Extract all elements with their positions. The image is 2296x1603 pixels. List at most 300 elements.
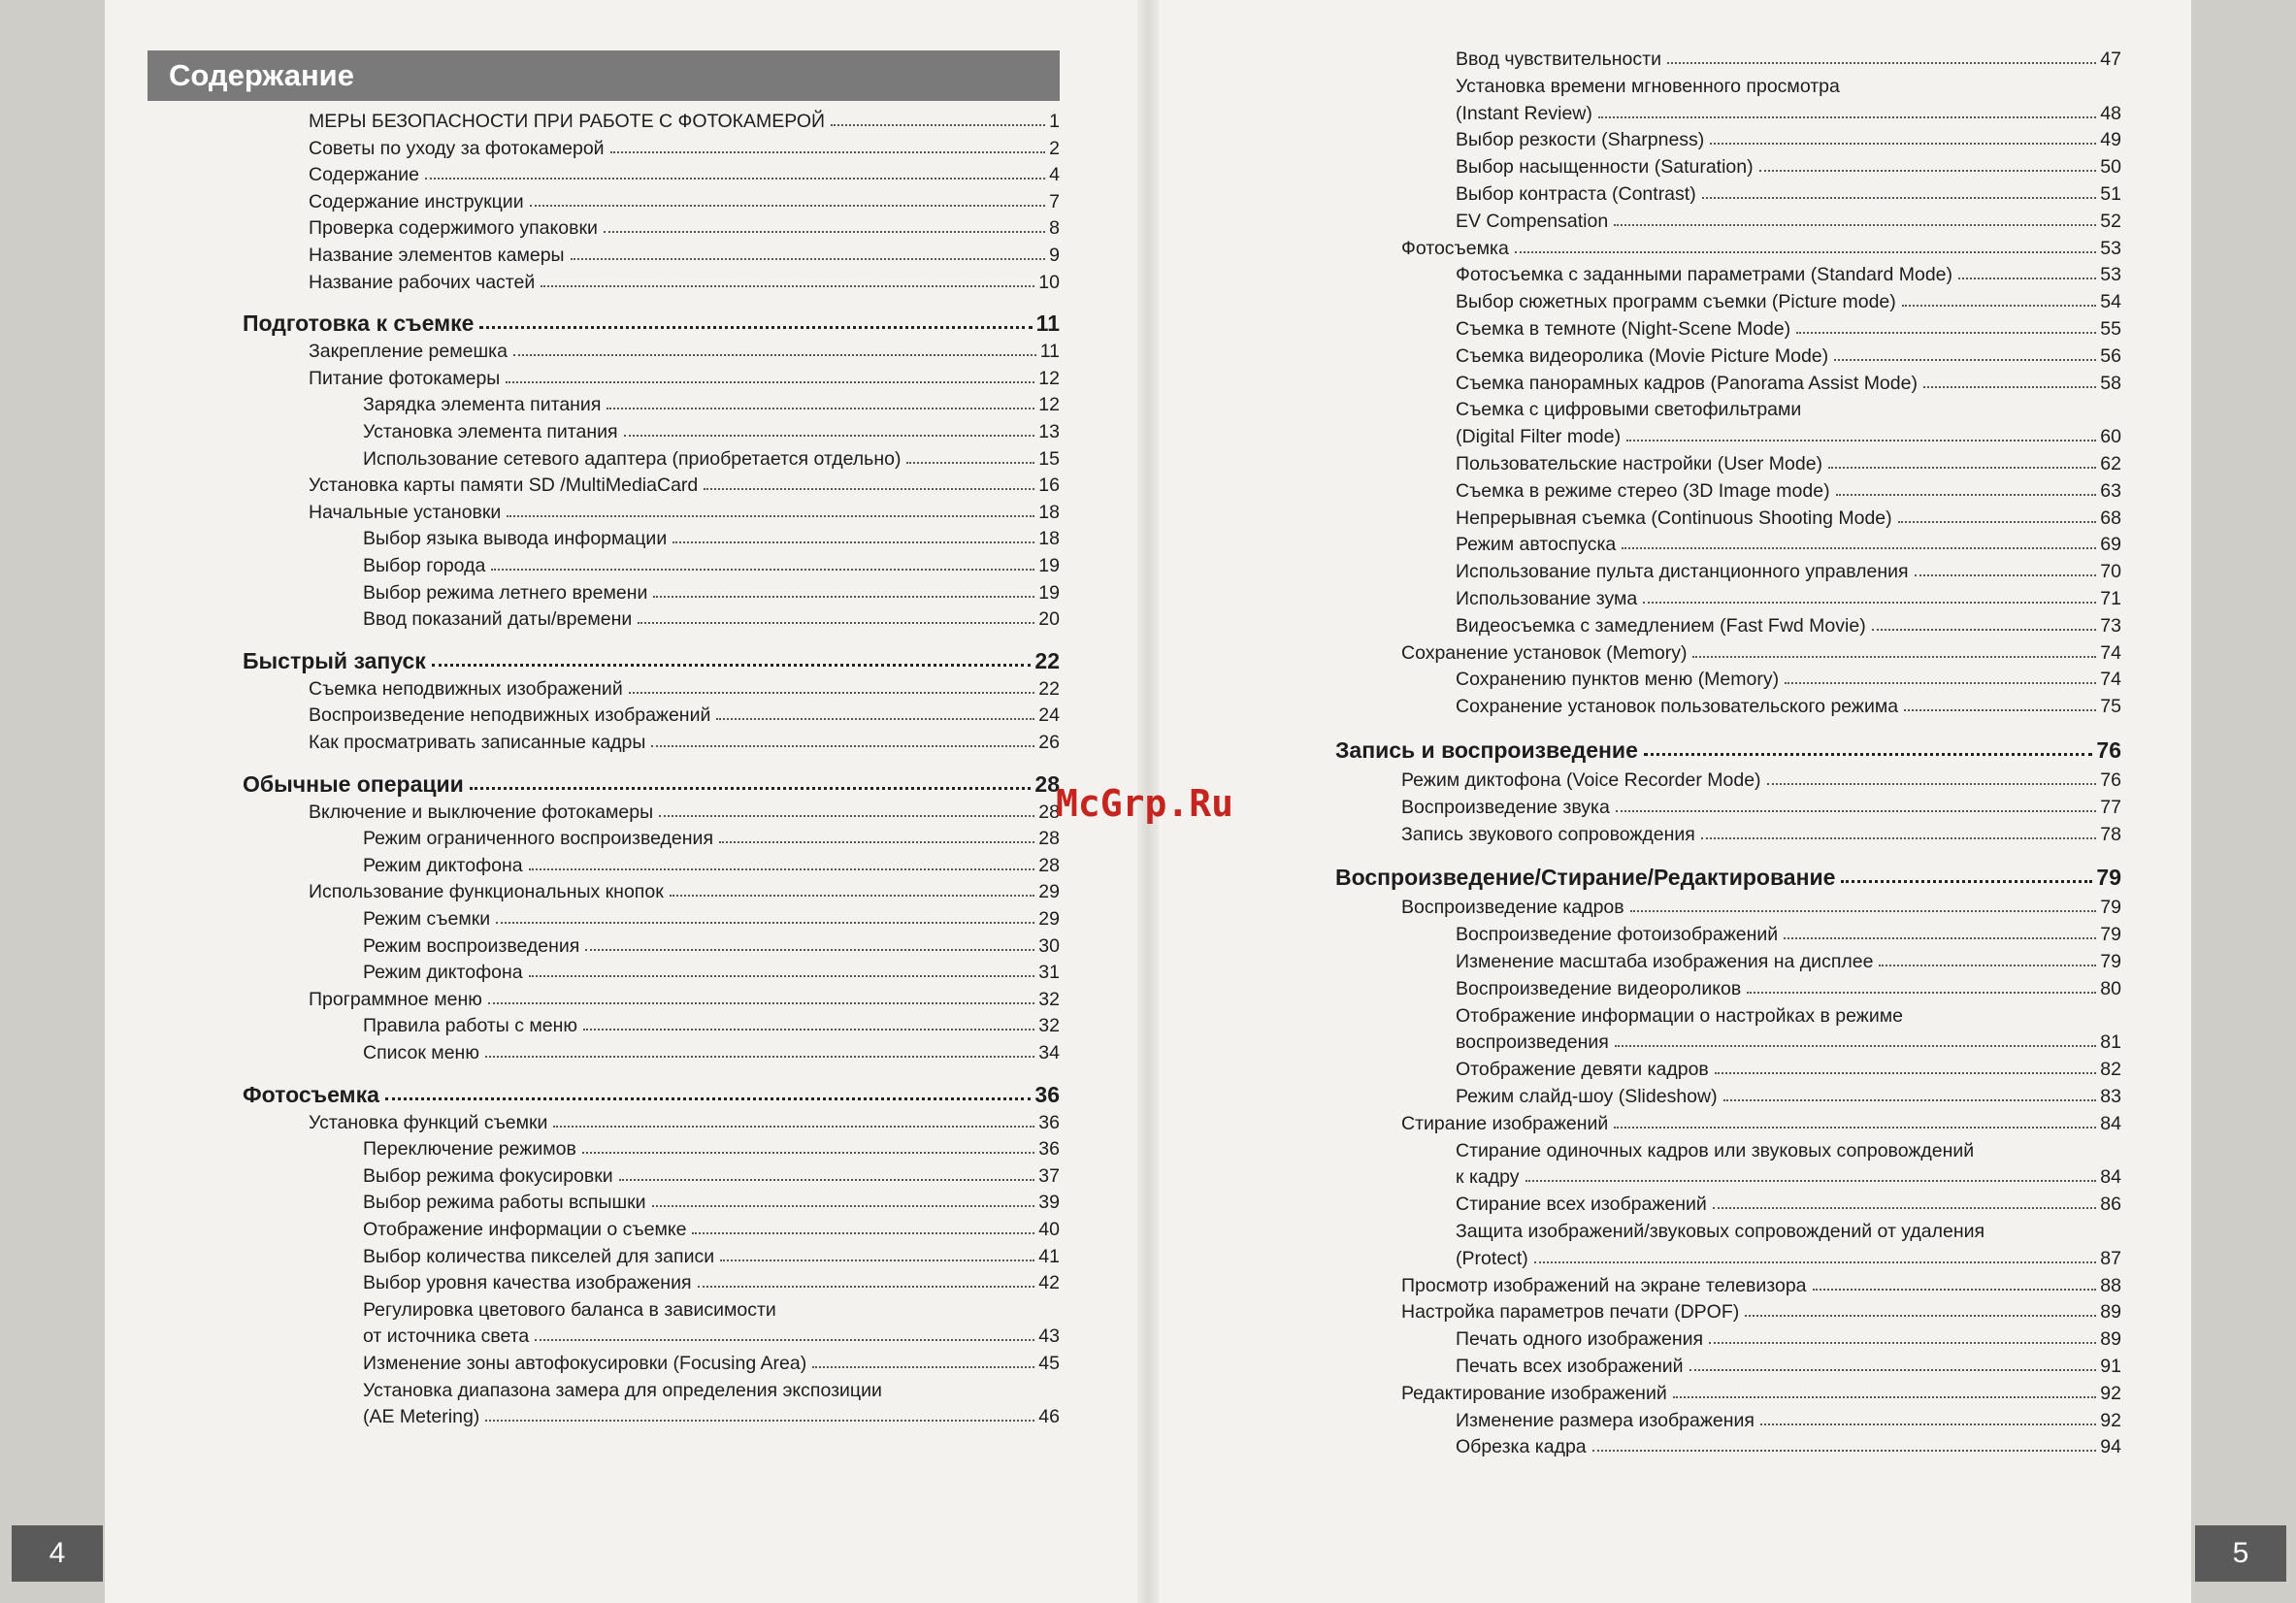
toc-page-number: 73	[2100, 614, 2121, 637]
toc-page-number: 46	[1038, 1406, 1060, 1428]
toc-entry[interactable]	[1335, 1217, 2121, 1242]
toc-entry-title: Режим диктофона	[363, 962, 523, 984]
toc-entry[interactable]	[1335, 638, 2121, 664]
toc-entry-title: Установка функций съемки	[309, 1111, 548, 1133]
toc-entry-title: Закрепление ремешка	[309, 341, 508, 363]
toc-page-number: 28	[1038, 801, 1060, 823]
dot-leader	[1767, 783, 2097, 785]
dot-leader	[1702, 197, 2097, 199]
toc-page-number: 84	[2100, 1112, 2121, 1134]
toc-entry[interactable]	[243, 904, 1060, 930]
toc-entry[interactable]	[243, 1215, 1060, 1240]
dot-leader	[485, 1420, 1034, 1422]
toc-entry[interactable]	[243, 187, 1060, 213]
dot-leader	[1713, 1207, 2097, 1209]
dot-leader	[1796, 332, 2096, 334]
toc-entry[interactable]	[243, 417, 1060, 442]
toc-entry-title: Печать одного изображения	[1456, 1328, 1704, 1351]
toc-page-number: 87	[2100, 1247, 2121, 1269]
toc-entry[interactable]	[243, 605, 1060, 630]
toc-entry[interactable]	[1335, 1136, 2121, 1161]
toc-entry-title: Режим диктофона	[363, 854, 523, 876]
toc-entry-title: Воспроизведение видеороликов	[1456, 977, 1742, 999]
toc-entry-title: Правила работы с меню	[363, 1015, 578, 1037]
toc-section-heading[interactable]	[243, 304, 1060, 337]
dot-leader	[1614, 1127, 2096, 1129]
toc-entry-title: Пользовательские настройки (User Mode)	[1456, 453, 1823, 474]
dot-leader	[698, 1286, 1035, 1288]
toc-entry[interactable]	[1335, 820, 2121, 845]
toc-entry-title: Использование функциональных кнопок	[309, 881, 664, 903]
page-number-left: 4	[12, 1525, 103, 1582]
dot-leader	[1747, 992, 2096, 994]
dot-leader	[1615, 1045, 2096, 1047]
toc-entry-title: Установка элемента питания	[363, 421, 618, 442]
toc-page-number: 4	[1049, 164, 1060, 186]
toc-entry-title: Как просматривать записанные кадры	[309, 732, 646, 753]
page-edge-left	[0, 0, 105, 1603]
toc-page-number: 60	[2100, 426, 2121, 448]
toc-entry[interactable]	[1335, 180, 2121, 205]
toc-page-number: 42	[1038, 1272, 1060, 1294]
toc-page-number: 22	[1034, 647, 1060, 673]
toc-page-number: 40	[1038, 1219, 1060, 1240]
toc-entry-title: Питание фотокамеры	[309, 367, 501, 389]
toc-entry[interactable]	[243, 551, 1060, 576]
toc-entry-title: Сохранение установок пользовательского режима	[1456, 696, 1899, 718]
toc-entry[interactable]	[243, 1011, 1060, 1036]
dot-leader	[1515, 251, 2097, 253]
toc-page-number: 52	[2100, 210, 2121, 232]
toc-page-number: 16	[1038, 474, 1060, 497]
toc-entry[interactable]	[243, 798, 1060, 823]
toc-entry-title: Выбор количества пикселей для записи	[363, 1245, 715, 1267]
toc-page-number: 29	[1038, 908, 1060, 930]
toc-entry[interactable]	[243, 524, 1060, 549]
toc-entry-title: Выбор языка вывода информации	[363, 528, 668, 550]
dot-leader	[1760, 1423, 2096, 1425]
toc-entry[interactable]	[243, 390, 1060, 415]
toc-entry-title: Регулировка цветового баланса в зависимости	[363, 1298, 776, 1321]
toc-entry[interactable]	[243, 160, 1060, 185]
dot-leader	[659, 815, 1034, 817]
dot-leader	[1630, 910, 2097, 912]
toc-entry[interactable]	[243, 337, 1060, 362]
toc-entry-title: МЕРЫ БЕЗОПАСНОСТИ ПРИ РАБОТЕ С ФОТОКАМЕРОЙ	[309, 111, 826, 132]
dot-leader	[1828, 467, 2096, 469]
toc-entry-title: Выбор контраста (Contrast)	[1456, 183, 1696, 205]
toc-page-number: 22	[1038, 677, 1060, 700]
toc-entry[interactable]	[243, 1268, 1060, 1293]
toc-page-number: 79	[2100, 924, 2121, 946]
dot-leader	[1622, 547, 2096, 549]
toc-entry[interactable]	[1335, 665, 2121, 690]
toc-entry[interactable]	[1335, 1432, 2121, 1457]
toc-entry[interactable]	[1335, 793, 2121, 818]
dot-leader	[553, 1126, 1034, 1128]
toc-entry-title: Ввод показаний даты/времени	[363, 608, 633, 631]
toc-entry[interactable]	[243, 877, 1060, 902]
dot-leader	[1745, 1315, 2096, 1317]
toc-page-number: 9	[1049, 245, 1060, 266]
dot-leader	[1614, 224, 2096, 226]
toc-page-number: 76	[2096, 737, 2121, 763]
toc-entry-title: Режим воспроизведения	[363, 934, 580, 957]
toc-page-number: 36	[1038, 1111, 1060, 1133]
dot-leader	[1525, 1180, 2097, 1182]
toc-page-number: 79	[2096, 865, 2121, 891]
toc-entry[interactable]	[1335, 920, 2121, 945]
toc-entry[interactable]	[243, 268, 1060, 293]
toc-page-number: 28	[1038, 828, 1060, 850]
toc-entry[interactable]	[243, 674, 1060, 700]
dot-leader	[1715, 1072, 2097, 1074]
toc-entry[interactable]	[1335, 1244, 2121, 1269]
dot-leader	[425, 178, 1045, 180]
toc-entry-title: Видеосъемка с замедлением (Fast Fwd Movie)	[1456, 614, 1866, 637]
toc-page-number: 92	[2100, 1382, 2121, 1404]
toc-page-number: 36	[1034, 1081, 1060, 1107]
dot-leader	[1915, 574, 2097, 576]
toc-page-number: 48	[2100, 102, 2121, 124]
toc-entry-title: Начальные установки	[309, 501, 502, 523]
toc-entry[interactable]	[243, 578, 1060, 604]
toc-entry[interactable]	[243, 1322, 1060, 1347]
toc-entry-title: Использование пульта дистанционного управления	[1456, 561, 1909, 583]
dot-leader	[652, 1205, 1035, 1207]
dot-leader	[507, 515, 1034, 517]
toc-entry-title: Фотосъемка	[243, 1081, 379, 1107]
toc-page-number: 36	[1038, 1138, 1060, 1161]
toc-page-number: 71	[2100, 588, 2121, 609]
toc-entry-title: Воспроизведение кадров	[1401, 897, 1624, 919]
dot-leader	[670, 895, 1035, 897]
dot-leader	[624, 435, 1035, 437]
toc-page-number: 81	[2100, 1031, 2121, 1054]
toc-entry[interactable]	[1335, 1162, 2121, 1188]
dot-leader	[1723, 1099, 2097, 1101]
toc-entry-title: Режим ограниченного воспроизведения	[363, 828, 713, 850]
toc-entry-title: Установка времени мгновенного просмотра	[1456, 75, 1840, 97]
toc-entry[interactable]	[243, 932, 1060, 957]
toc-entry-title: Советы по уходу за фотокамерой	[309, 137, 605, 159]
toc-entry-title: Список меню	[363, 1042, 479, 1063]
toc-page-number: 37	[1038, 1164, 1060, 1187]
toc-entry[interactable]	[1335, 766, 2121, 791]
toc-entry[interactable]	[1335, 260, 2121, 285]
dot-leader	[1813, 1289, 2097, 1291]
toc-left-column	[243, 107, 1060, 1446]
dot-leader	[831, 124, 1045, 126]
dot-leader	[1689, 1369, 2097, 1371]
toc-entry[interactable]	[1335, 1055, 2121, 1080]
toc-section-heading[interactable]	[243, 765, 1060, 798]
toc-entry[interactable]	[243, 1161, 1060, 1187]
dot-leader	[1598, 116, 2096, 118]
toc-entry-title: (Instant Review)	[1456, 102, 1592, 124]
toc-entry-title: Редактирование изображений	[1401, 1382, 1667, 1404]
toc-entry-title: Настройка параметров печати (DPOF)	[1401, 1301, 1740, 1324]
dot-leader	[585, 949, 1034, 951]
toc-entry[interactable]	[243, 985, 1060, 1010]
toc-section-heading[interactable]	[243, 1075, 1060, 1108]
toc-entry[interactable]	[1335, 504, 2121, 529]
toc-entry[interactable]	[1335, 72, 2121, 97]
toc-section-heading[interactable]	[1335, 858, 2121, 891]
toc-page-number: 34	[1038, 1042, 1060, 1063]
toc-entry[interactable]	[1335, 974, 2121, 999]
toc-page-number: 2	[1049, 137, 1060, 159]
toc-page-number: 26	[1038, 732, 1060, 753]
toc-entry[interactable]	[243, 1402, 1060, 1427]
toc-entry-title: Режим автоспуска	[1456, 534, 1617, 556]
toc-entry[interactable]	[1335, 99, 2121, 124]
toc-entry[interactable]	[1335, 947, 2121, 972]
dot-leader	[479, 326, 1032, 329]
dot-leader	[535, 1339, 1034, 1341]
toc-page-number: 10	[1038, 271, 1060, 293]
toc-page-number: 8	[1049, 217, 1060, 240]
dot-leader	[506, 381, 1034, 383]
toc-entry[interactable]	[243, 1349, 1060, 1374]
toc-entry[interactable]	[1335, 1028, 2121, 1053]
toc-entry[interactable]	[1335, 1082, 2121, 1107]
toc-page-number: 79	[2100, 951, 2121, 972]
toc-entry[interactable]	[243, 958, 1060, 983]
toc-entry[interactable]	[1335, 1325, 2121, 1350]
toc-entry[interactable]	[1335, 314, 2121, 340]
toc-entry-title: Название рабочих частей	[309, 271, 536, 293]
toc-entry[interactable]	[1335, 476, 2121, 502]
dot-leader	[1667, 62, 2096, 64]
toc-entry[interactable]	[1335, 152, 2121, 178]
toc-entry[interactable]	[1335, 893, 2121, 918]
toc-entry-title: Съемка видеоролика (Movie Picture Mode)	[1456, 344, 1829, 367]
toc-page-number: 89	[2100, 1301, 2121, 1324]
toc-entry[interactable]	[243, 728, 1060, 753]
toc-entry-title: Съемка панорамных кадров (Panorama Assist Mode)	[1456, 372, 1918, 394]
toc-entry-title: Программное меню	[309, 988, 482, 1010]
toc-page-number: 19	[1038, 555, 1060, 576]
dot-leader	[530, 205, 1046, 207]
toc-entry[interactable]	[243, 1242, 1060, 1267]
toc-page-number: 15	[1038, 447, 1060, 470]
toc-page-number: 39	[1038, 1192, 1060, 1214]
toc-page-number: 30	[1038, 934, 1060, 957]
watermark: McGrp.Ru	[1056, 782, 1234, 825]
toc-entry-title: Выбор уровня качества изображения	[363, 1272, 692, 1294]
toc-page-number: 54	[2100, 291, 2121, 313]
toc-entry-title: Выбор сюжетных программ съемки (Picture mode)	[1456, 291, 1896, 313]
toc-entry-title: Фотосъемка с заданными параметрами (Standard Mode)	[1456, 264, 1953, 286]
toc-entry[interactable]	[243, 824, 1060, 849]
toc-page-number: 74	[2100, 641, 2121, 664]
toc-page-number: 55	[2100, 318, 2121, 340]
dot-leader	[1759, 170, 2097, 172]
toc-entry-title: Проверка содержимого упаковки	[309, 217, 598, 240]
toc-entry-title: Установка диапазона замера для определения экспозиции	[363, 1379, 882, 1401]
toc-entry-title: Съемка в режиме стерео (3D Image mode)	[1456, 479, 1830, 502]
toc-entry[interactable]	[243, 701, 1060, 726]
dot-leader	[529, 868, 1035, 870]
toc-page-number: 28	[1034, 770, 1060, 797]
toc-entry[interactable]	[1335, 692, 2121, 717]
toc-entry[interactable]	[1335, 342, 2121, 367]
toc-entry-title: Съемка в темноте (Night-Scene Mode)	[1456, 318, 1791, 340]
toc-page-number: 12	[1038, 367, 1060, 389]
toc-entry-title: Сохранение установок (Memory)	[1401, 641, 1688, 664]
toc-page-number: 47	[2100, 49, 2121, 70]
toc-page-number: 83	[2100, 1086, 2121, 1107]
dot-leader	[692, 1232, 1034, 1234]
toc-entry-title: Название элементов камеры	[309, 245, 565, 266]
toc-entry[interactable]	[243, 134, 1060, 159]
toc-page-number: 89	[2100, 1328, 2121, 1351]
dot-leader	[1673, 1396, 2097, 1398]
toc-entry-title: Съемка неподвижных изображений	[309, 677, 623, 700]
dot-leader	[1644, 753, 2093, 756]
toc-entry-title: Зарядка элемента питания	[363, 394, 602, 416]
toc-entry[interactable]	[1335, 1001, 2121, 1027]
dot-leader	[1902, 305, 2097, 307]
toc-entry[interactable]	[1335, 1352, 2121, 1377]
toc-page-number: 92	[2100, 1409, 2121, 1431]
toc-entry-title: Просмотр изображений на экране телевизора	[1401, 1274, 1807, 1296]
toc-page-number: 18	[1038, 528, 1060, 550]
toc-entry-title: Содержание	[309, 164, 419, 186]
toc-entry[interactable]	[1335, 1190, 2121, 1215]
dot-leader	[610, 151, 1046, 153]
toc-page-number: 51	[2100, 183, 2121, 205]
dot-leader	[485, 1056, 1034, 1058]
toc-entry-title: Отображение информации о съемке	[363, 1219, 687, 1240]
dot-leader	[582, 1152, 1034, 1154]
toc-page-number: 88	[2100, 1274, 2121, 1296]
toc-page-number: 31	[1038, 962, 1060, 984]
toc-entry[interactable]	[243, 498, 1060, 523]
toc-entry[interactable]	[243, 1108, 1060, 1133]
toc-page-number: 84	[2100, 1166, 2121, 1189]
toc-entry-title: (AE Metering)	[363, 1406, 480, 1428]
toc-entry[interactable]	[1335, 287, 2121, 312]
toc-entry[interactable]	[1335, 557, 2121, 582]
toc-entry[interactable]	[1335, 45, 2121, 70]
dot-leader	[604, 231, 1045, 233]
toc-entry-title: Запись и воспроизведение	[1335, 737, 1638, 763]
dot-leader	[1841, 880, 2092, 883]
toc-entry[interactable]	[1335, 234, 2121, 259]
dot-leader	[619, 1179, 1035, 1181]
toc-entry-title: Стирание всех изображений	[1456, 1194, 1707, 1216]
toc-entry[interactable]	[243, 213, 1060, 239]
toc-page-number: 53	[2100, 237, 2121, 259]
toc-page-number: 62	[2100, 453, 2121, 474]
dot-leader	[1836, 494, 2097, 496]
dot-leader	[470, 787, 1032, 790]
toc-entry[interactable]	[1335, 1109, 2121, 1134]
dot-leader	[638, 622, 1034, 624]
toc-section-heading[interactable]	[243, 641, 1060, 674]
dot-leader	[1904, 709, 2096, 711]
toc-entry-title: Режим съемки	[363, 908, 491, 930]
toc-page-number: 86	[2100, 1194, 2121, 1216]
toc-entry-title: Выбор резкости (Sharpness)	[1456, 129, 1705, 151]
toc-entry[interactable]	[243, 1295, 1060, 1321]
toc-section-heading[interactable]	[1335, 731, 2121, 764]
toc-entry-title: Изменение зоны автофокусировки (Focusing Area)	[363, 1353, 807, 1374]
toc-entry-title: Режим диктофона (Voice Recorder Mode)	[1401, 769, 1761, 791]
toc-entry[interactable]	[243, 444, 1060, 470]
toc-page-number: 77	[2100, 796, 2121, 818]
toc-entry[interactable]	[1335, 395, 2121, 420]
toc-entry[interactable]	[243, 1038, 1060, 1063]
dot-leader	[491, 569, 1034, 571]
toc-entry-title: Установка карты памяти SD /MultiMediaCard	[309, 474, 699, 497]
toc-page-number: 18	[1038, 501, 1060, 523]
toc-entry-title: Фотосъемка	[1401, 237, 1509, 259]
toc-entry[interactable]	[243, 364, 1060, 389]
toc-page-number: 12	[1038, 394, 1060, 416]
toc-entry-title: Печать всех изображений	[1456, 1356, 1684, 1377]
toc-entry[interactable]	[1335, 611, 2121, 637]
toc-entry[interactable]	[1335, 1379, 2121, 1404]
dot-leader	[1534, 1261, 2097, 1263]
toc-entry[interactable]	[1335, 530, 2121, 555]
dot-leader	[906, 462, 1034, 464]
toc-page-number: 91	[2100, 1356, 2121, 1377]
dot-leader	[488, 1002, 1034, 1004]
toc-entry-title: Выбор режима летнего времени	[363, 581, 648, 604]
toc-entry-title: к кадру	[1456, 1166, 1520, 1189]
toc-entry[interactable]	[1335, 125, 2121, 150]
toc-page-number: 78	[2100, 823, 2121, 845]
toc-entry[interactable]	[243, 1188, 1060, 1213]
toc-entry-title: EV Compensation	[1456, 210, 1609, 232]
toc-entry[interactable]	[1335, 1297, 2121, 1323]
toc-entry[interactable]	[1335, 449, 2121, 474]
dot-leader	[1626, 440, 2096, 442]
toc-page-number: 29	[1038, 881, 1060, 903]
page-title: Содержание	[148, 50, 1060, 101]
toc-entry[interactable]	[243, 1134, 1060, 1160]
toc-entry-title: Обрезка кадра	[1456, 1436, 1587, 1458]
dot-leader	[812, 1366, 1034, 1368]
toc-entry[interactable]	[243, 851, 1060, 876]
toc-entry-title: Отображение девяти кадров	[1456, 1059, 1709, 1081]
toc-page-number: 53	[2100, 264, 2121, 286]
toc-entry[interactable]	[1335, 1406, 2121, 1431]
toc-page-number: 28	[1038, 854, 1060, 876]
toc-entry[interactable]	[1335, 422, 2121, 447]
dot-leader	[541, 285, 1034, 287]
toc-entry[interactable]	[243, 107, 1060, 132]
dot-leader	[1616, 810, 2096, 812]
toc-page-number: 43	[1038, 1325, 1060, 1348]
toc-page-number: 45	[1038, 1353, 1060, 1374]
dot-leader	[1643, 602, 2096, 604]
toc-entry[interactable]	[243, 471, 1060, 496]
toc-entry[interactable]	[243, 1376, 1060, 1401]
toc-entry[interactable]	[243, 241, 1060, 266]
toc-entry-title: Использование зума	[1456, 588, 1638, 609]
toc-page-number: 82	[2100, 1059, 2121, 1081]
toc-entry[interactable]	[1335, 207, 2121, 232]
toc-entry[interactable]	[1335, 584, 2121, 609]
toc-entry-title: Выбор города	[363, 555, 486, 576]
dot-leader	[496, 922, 1034, 924]
toc-entry[interactable]	[1335, 1271, 2121, 1296]
toc-entry[interactable]	[1335, 369, 2121, 394]
